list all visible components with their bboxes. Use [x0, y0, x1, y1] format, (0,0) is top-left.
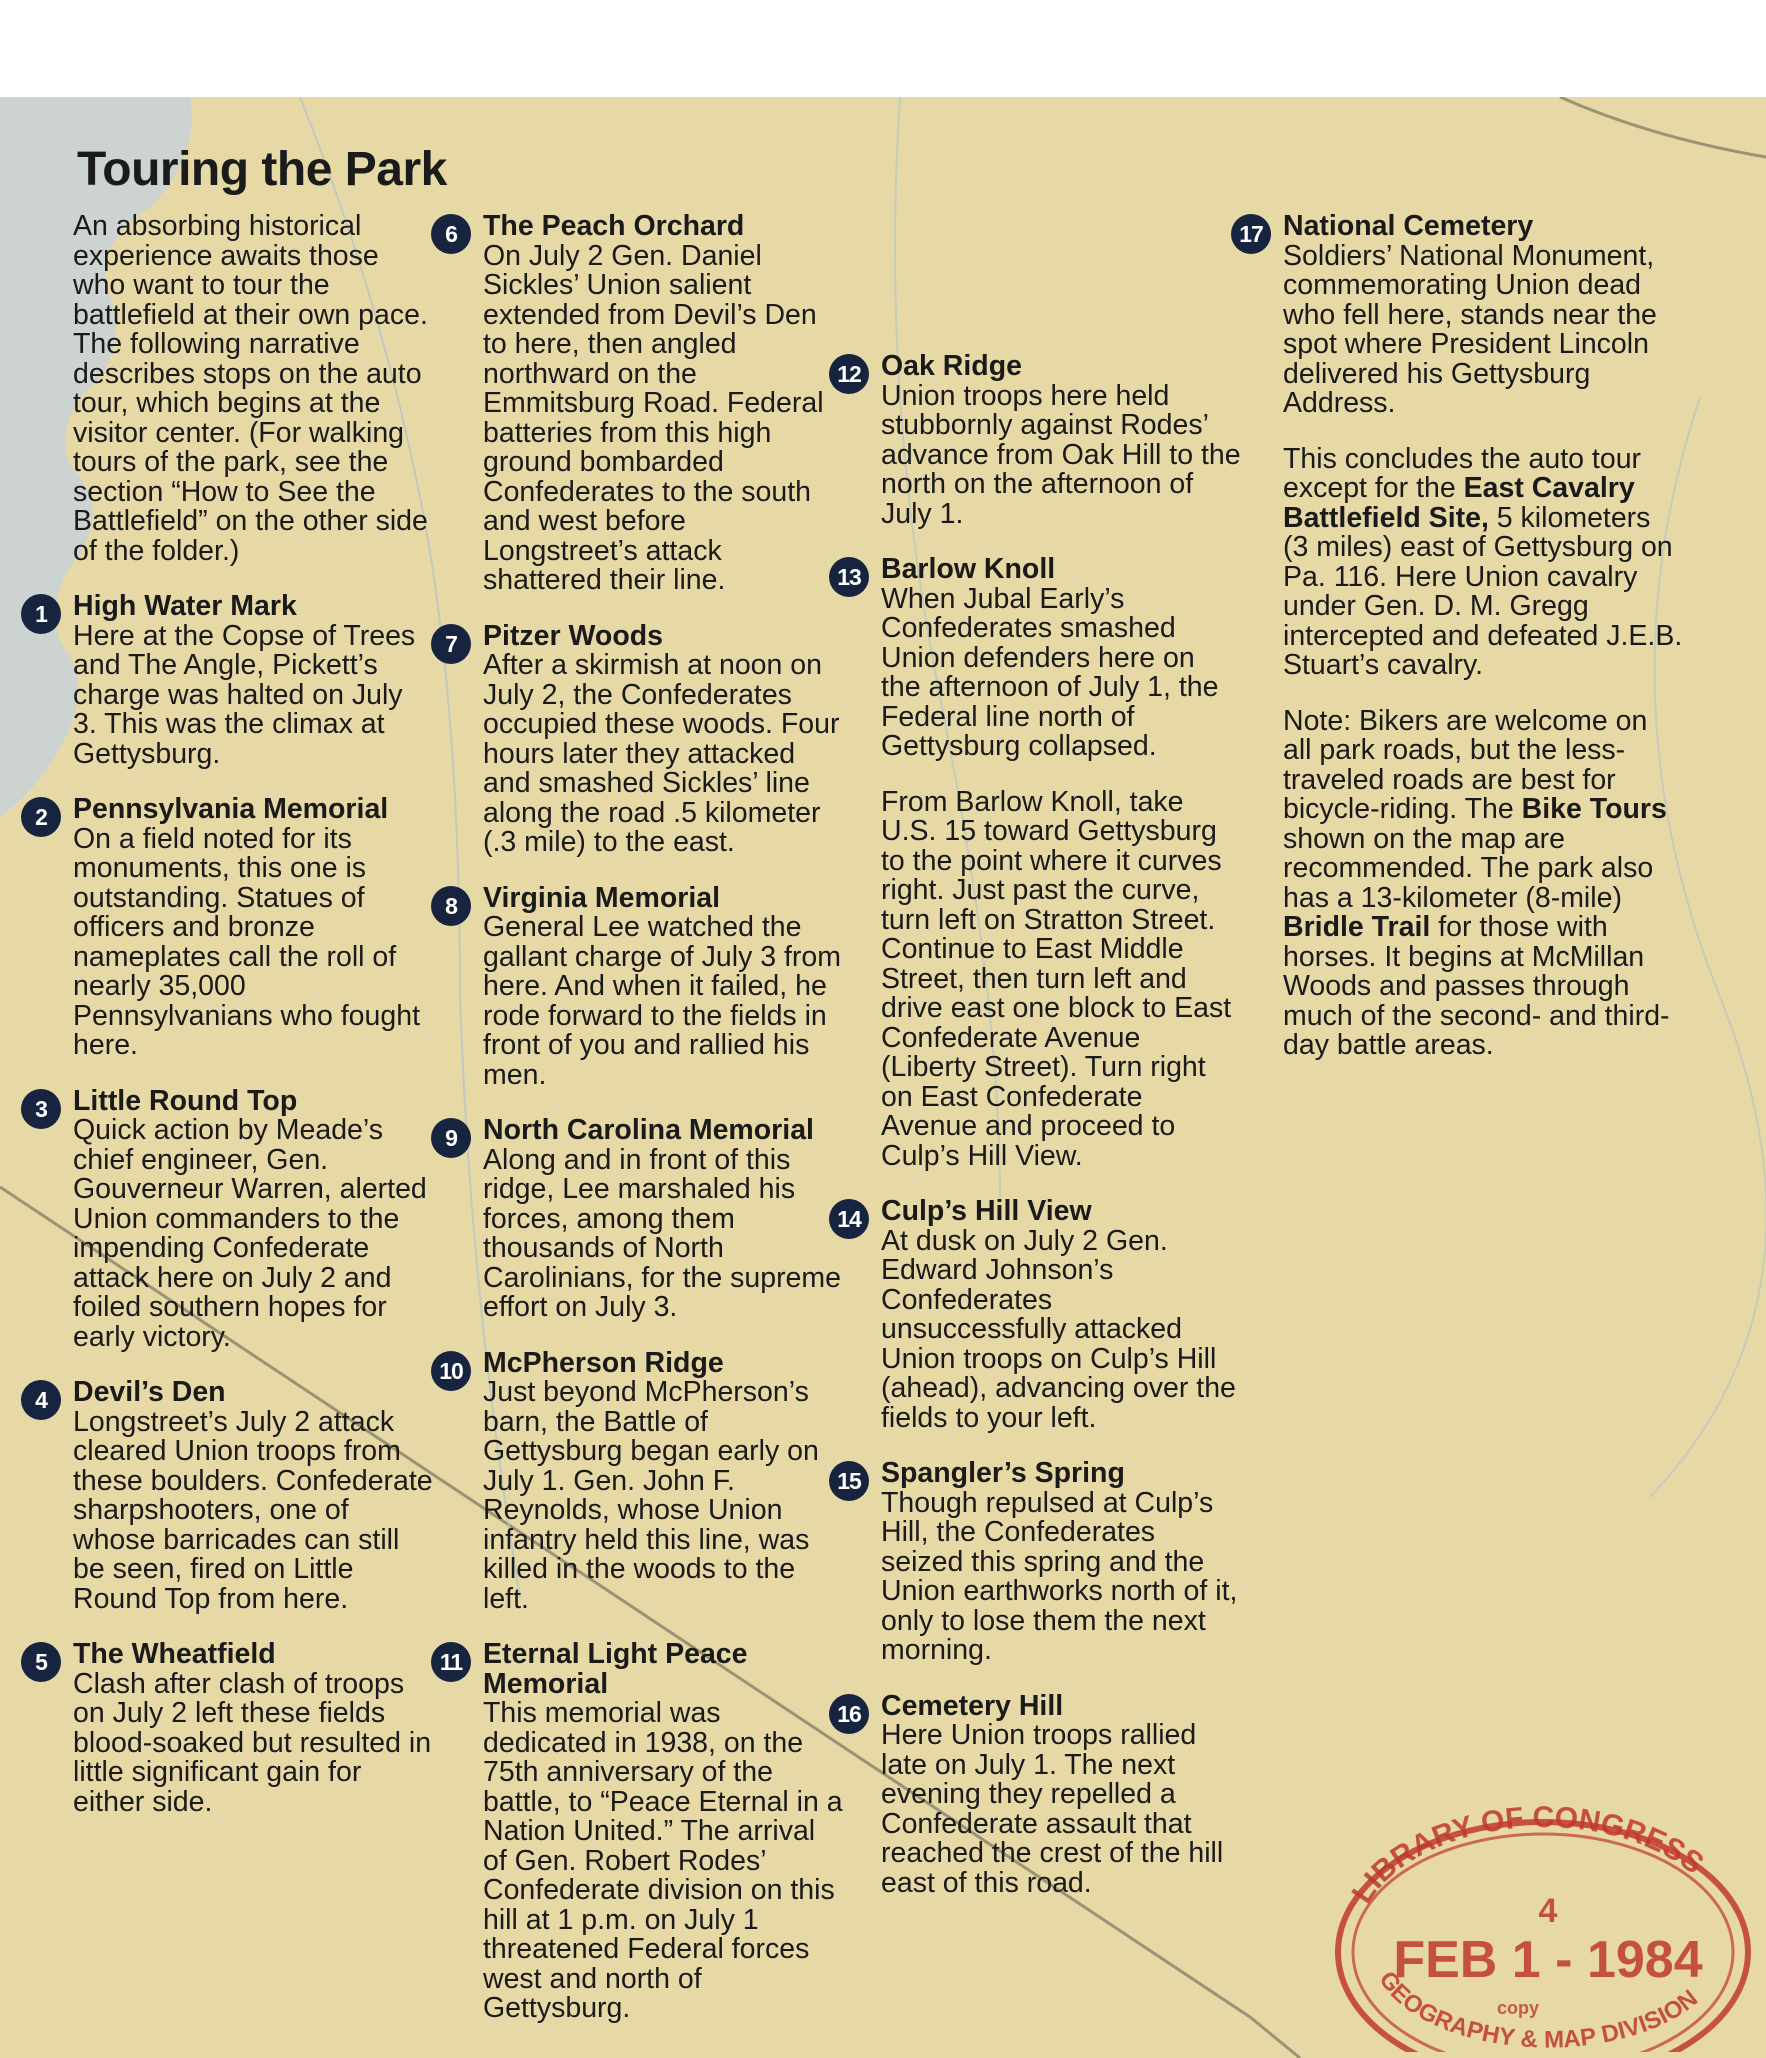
tour-stop-7: [445, 619, 843, 858]
stamp-bottom-text: GEOGRAPHY & MAP DIVISION: [1373, 1966, 1703, 2052]
stamp-date: FEB 1 - 1984: [1393, 1931, 1703, 1989]
stop-number-badge: 15: [829, 1461, 869, 1501]
page-title: Touring the Park: [77, 143, 447, 196]
tour-stop-11: [439, 1638, 843, 2024]
tour-stop-9: [445, 1114, 843, 1323]
stop-description: When Jubal Early’s Confederates smashed Union defenders here on the afternoon of July 1, the Federal line north of Gettysburg collapsed.: [881, 582, 1219, 762]
stop-number-badge: 11: [431, 1642, 471, 1682]
stop-description: On a field noted for its monuments, this one is outstanding. Statues of officers and bronze nameplates call the roll of nearly 35,000 Pennsylvanians who fought here.: [73, 822, 420, 1061]
stop-number-badge: 3: [21, 1089, 61, 1129]
stamp-graphic: [1318, 1792, 1758, 2052]
column-3: [837, 212, 1241, 1924]
stop-number-badge: 5: [21, 1642, 61, 1682]
stop-number-badge: 2: [21, 797, 61, 837]
note-part-3: for those with horses. It begins at McMillan Woods and passes through much of the second- and third-day battle areas.: [1283, 911, 1670, 1061]
bridle-trail-label: Bridle Trail: [1283, 911, 1431, 943]
column-4: [1239, 210, 1683, 1087]
tour-stop-12: [837, 350, 1241, 530]
stop-number-badge: 8: [431, 886, 471, 926]
tour-stop-14: [837, 1195, 1241, 1434]
bike-note: [1283, 704, 1683, 1061]
stop-title: Eternal Light Peace Memorial: [483, 1638, 748, 1700]
stop-number-badge: 9: [431, 1118, 471, 1158]
tour-stop-8: [445, 881, 843, 1091]
stop-description: Though repulsed at Culp’s Hill, the Confederates seized this spring and the Union earthworks north of it, only to lose them the next morning.: [881, 1486, 1238, 1666]
stop-number-badge: 10: [431, 1351, 471, 1391]
tour-stop-16: [837, 1689, 1241, 1899]
stop-number-badge: 6: [431, 214, 471, 254]
intro-text: An absorbing historical experience awaits those who want to tour the battlefield at their own pace. The following narrative describes stops on the auto tour, which begins at the visitor center. (For walking tours of the park, see the section “How to See the Battlefield” on the other side of the folder.): [73, 210, 428, 567]
stop-description: Quick action by Meade’s chief engineer, Gen. Gouverneur Warren, alerted Union commanders to the impending Confederate attack here on July 2 and foiled southern hopes for early victory.: [73, 1114, 427, 1353]
stop-title: Virginia Memorial: [483, 881, 721, 914]
stop-description: Soldiers’ National Monument, commemorating Union dead who fell here, stands near the spot where President Lincoln delivered his Gettysburg Address.: [1283, 239, 1657, 419]
stop-description: After a skirmish at noon on July 2, the Confederates occupied these woods. Four hours later they attacked and smashed Sickles’ line along the road .5 kilometer (.3 mile) to the east.: [483, 649, 840, 858]
library-of-congress-stamp: [1318, 1792, 1758, 2052]
tour-stop-17: [1239, 210, 1683, 419]
stop-title: Devil’s Den: [73, 1376, 226, 1408]
stop-title: Spangler’s Spring: [881, 1457, 1125, 1489]
stop-description: At dusk on July 2 Gen. Edward Johnson’s Confederates unsuccessfully attacked Union troops on Culp’s Hill (ahead), advancing over the fields to your left.: [881, 1224, 1236, 1434]
stop-title: Culp’s Hill View: [881, 1195, 1092, 1227]
stop-number-badge: 12: [829, 354, 869, 394]
stop-description: Here Union troops rallied late on July 1. The next evening they repelled a Confederate assault that reached the crest of the hill east of this road.: [881, 1719, 1224, 1899]
tour-stop-13: [837, 553, 1241, 762]
stop-description: Just beyond McPherson’s barn, the Battle of Gettysburg began early on July 1. Gen. John F. Reynolds, whose Union infantry held this line, was killed in the woods to the left.: [483, 1376, 819, 1615]
stop-title: Little Round Top: [73, 1084, 298, 1117]
stop-title: Cemetery Hill: [881, 1689, 1064, 1722]
tour-stop-3: [35, 1084, 433, 1353]
stop-number-badge: 4: [21, 1380, 61, 1420]
stop-number-badge: 13: [829, 557, 869, 597]
stop-title: Pitzer Woods: [483, 619, 663, 652]
tour-stop-10: [439, 1346, 843, 1615]
stop-description: On July 2 Gen. Daniel Sickles’ Union salient extended from Devil’s Den to here, then angled northward on the Emmitsburg Road. Federal batteries from this high ground bombarded Confederates to the south and west before Longstreet’s attack shattered their line.: [483, 239, 824, 596]
stop-number-badge: 7: [431, 624, 471, 664]
stop-description: Here at the Copse of Trees and The Angle, Pickett’s charge was halted on July 3. This was the climax at Gettysburg.: [73, 619, 416, 770]
stop-number-badge: 14: [829, 1199, 869, 1239]
stamp-top-text: LIBRARY OF CONGRESS: [1345, 1800, 1710, 1910]
tour-stop-6: [445, 210, 843, 596]
bike-tours-label: Bike Tours: [1521, 793, 1667, 825]
stop-title: The Peach Orchard: [483, 210, 745, 242]
stop-number-badge: 17: [1231, 214, 1271, 254]
stop-title: Pennsylvania Memorial: [73, 793, 389, 825]
tour-stop-5: [35, 1638, 433, 1818]
road-line-north: [1560, 97, 1766, 157]
tour-stop-1: [35, 590, 433, 770]
stamp-copy-mark: copy: [1496, 1998, 1540, 2018]
column-2: [439, 210, 843, 2050]
stop-title: McPherson Ridge: [483, 1346, 724, 1379]
stop-description: Clash after clash of troops on July 2 left these fields blood-soaked but resulted in little significant gain for either side.: [73, 1667, 432, 1818]
conclusion-text: [1283, 442, 1683, 681]
column-1: [35, 210, 433, 1843]
stop-title: National Cemetery: [1283, 210, 1534, 242]
conclusion-after: 5 kilometers (3 miles) east of Gettysburg on Pa. 116. Here Union cavalry under Gen. D. M. Gregg intercepted and defeated J.E.B. Stuart’s cavalry.: [1283, 501, 1683, 681]
note-part-2: shown on the map are recommended. The park also has a 13-kilometer (8-mile): [1283, 822, 1654, 914]
stop-description: Union troops here held stubbornly against Rodes’ advance from Oak Hill to the north on the afternoon of July 1.: [881, 379, 1241, 530]
stop-description: Along and in front of this ridge, Lee marshaled his forces, among them thousands of North Carolinians, for the supreme effort on July 3.: [483, 1143, 842, 1323]
stop-title: North Carolina Memorial: [483, 1114, 814, 1146]
stop-title: Oak Ridge: [881, 350, 1022, 382]
conclusion-before: This concludes the auto tour except for the: [1283, 442, 1642, 504]
stop-description: General Lee watched the gallant charge of July 3 from here. And when it failed, he rode forward to the fields in front of you and rallied his men.: [483, 911, 842, 1091]
stop-number-badge: 16: [829, 1694, 869, 1734]
east-cavalry-site: East Cavalry Battlefield Site,: [1283, 472, 1635, 534]
tour-stop-2: [35, 793, 433, 1061]
stop-title: Barlow Knoll: [881, 553, 1056, 585]
stop-title: High Water Mark: [73, 590, 297, 622]
note-part-1: Note: Bikers are welcome on all park roads, but the less-traveled roads are best for bicycle-riding. The: [1283, 704, 1648, 825]
stop-description: Longstreet’s July 2 attack cleared Union troops from these boulders. Confederate sharpshooters, one of whose barricades can still be seen, fired on Little Round Top from here.: [73, 1405, 433, 1615]
stop-title: The Wheatfield: [73, 1638, 276, 1670]
tour-stop-15: [837, 1457, 1241, 1666]
driving-directions: From Barlow Knoll, take U.S. 15 toward Gettysburg to the point where it curves right. Just past the curve, turn left on Stratton Street. Continue to East Middle Street, then turn left and drive east one block to East Confederate Avenue (Liberty Street). Turn right on East Confederate Avenue and proceed to Culp’s Hill View.: [881, 785, 1232, 1172]
stamp-number: 4: [1538, 1892, 1558, 1930]
stop-description: This memorial was dedicated in 1938, on the 75th anniversary of the battle, to “Peace Eternal in a Nation United.” The arrival of Gen. Robert Rodes’ Confederate division on this hill at 1 p.m. on July 1 threatened Federal forces west and north of Gettysburg.: [483, 1697, 843, 2024]
stop-number-badge: 1: [21, 594, 61, 634]
tour-stop-4: [35, 1376, 433, 1615]
